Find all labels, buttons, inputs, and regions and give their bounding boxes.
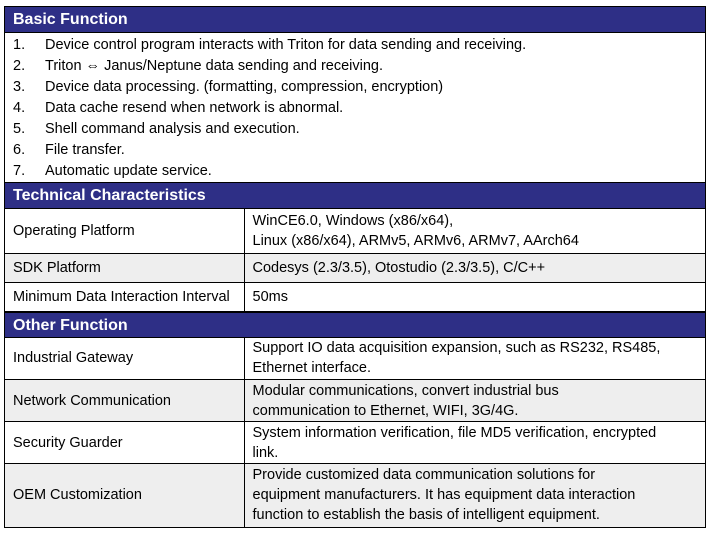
table-row	[5, 380, 705, 422]
row-value	[244, 422, 705, 464]
row-value-text: 50ms	[252, 288, 288, 305]
row-value	[244, 209, 705, 253]
list-item	[5, 35, 705, 56]
row-value-text: Provide customized data communication solutions for equipment manufacturers. It has equipment data interaction function to establish the basis of intelligent equipment.	[252, 467, 636, 524]
list-item-text: Device data processing. (formatting, compression, encryption)	[45, 79, 444, 95]
table-row	[5, 209, 705, 253]
row-label: Network Communication	[5, 380, 244, 422]
technical-characteristics-header: Technical Characteristics	[5, 183, 705, 209]
row-label: SDK Platform	[5, 253, 244, 282]
technical-table	[5, 209, 705, 312]
list-item-text: Triton ⇔ Janus/Neptune data sending and receiving.	[45, 58, 384, 74]
row-label: Security Guarder	[5, 422, 244, 464]
row-value-text: Codesys (2.3/3.5), Otostudio (2.3/3.5), C/C++	[252, 259, 546, 276]
list-item	[5, 140, 705, 161]
row-value-text: WinCE6.0, Windows (x86/x64), Linux (x86/x64), ARMv5, ARMv6, ARMv7, AArch64	[252, 212, 579, 249]
list-item-number: 6.	[13, 142, 26, 158]
table-row	[5, 422, 705, 464]
row-value	[244, 253, 705, 282]
other-function-table	[5, 338, 705, 527]
list-item-number: 5.	[13, 121, 26, 137]
row-value	[244, 338, 705, 380]
list-item-number: 2.	[13, 58, 26, 74]
basic-function-header: Basic Function	[5, 7, 705, 33]
list-item-text: Data cache resend when network is abnormal.	[45, 100, 344, 116]
list-item	[5, 56, 705, 77]
list-item-text: Automatic update service.	[45, 163, 212, 179]
row-label: Industrial Gateway	[5, 338, 244, 380]
row-value-text: Support IO data acquisition expansion, such as RS232, RS485, Ethernet interface.	[252, 340, 661, 377]
list-item	[5, 98, 705, 119]
other-function-header: Other Function	[5, 312, 705, 338]
table-row	[5, 253, 705, 282]
list-item-number: 7.	[13, 163, 26, 179]
spec-sheet	[4, 6, 706, 528]
row-value-text: System information verification, file MD5 verification, encrypted link.	[252, 424, 657, 461]
row-label: Operating Platform	[5, 209, 244, 253]
row-value	[244, 282, 705, 311]
row-value	[244, 380, 705, 422]
list-item	[5, 77, 705, 98]
table-row	[5, 282, 705, 311]
row-label: Minimum Data Interaction Interval	[5, 282, 244, 311]
list-item	[5, 161, 705, 182]
list-item-text: Shell command analysis and execution.	[45, 121, 300, 137]
list-item	[5, 119, 705, 140]
list-item-text: File transfer.	[45, 142, 125, 158]
table-row	[5, 338, 705, 380]
row-label: OEM Customization	[5, 464, 244, 527]
row-value	[244, 464, 705, 527]
basic-function-list	[5, 33, 705, 183]
row-value-text: Modular communications, convert industrial bus communication to Ethernet, WIFI, 3G/4G.	[252, 382, 559, 419]
list-item-text: Device control program interacts with Triton for data sending and receiving.	[45, 37, 527, 53]
list-item-number: 4.	[13, 100, 26, 116]
list-item-number: 3.	[13, 79, 26, 95]
list-item-number: 1.	[13, 37, 26, 53]
table-row	[5, 464, 705, 527]
